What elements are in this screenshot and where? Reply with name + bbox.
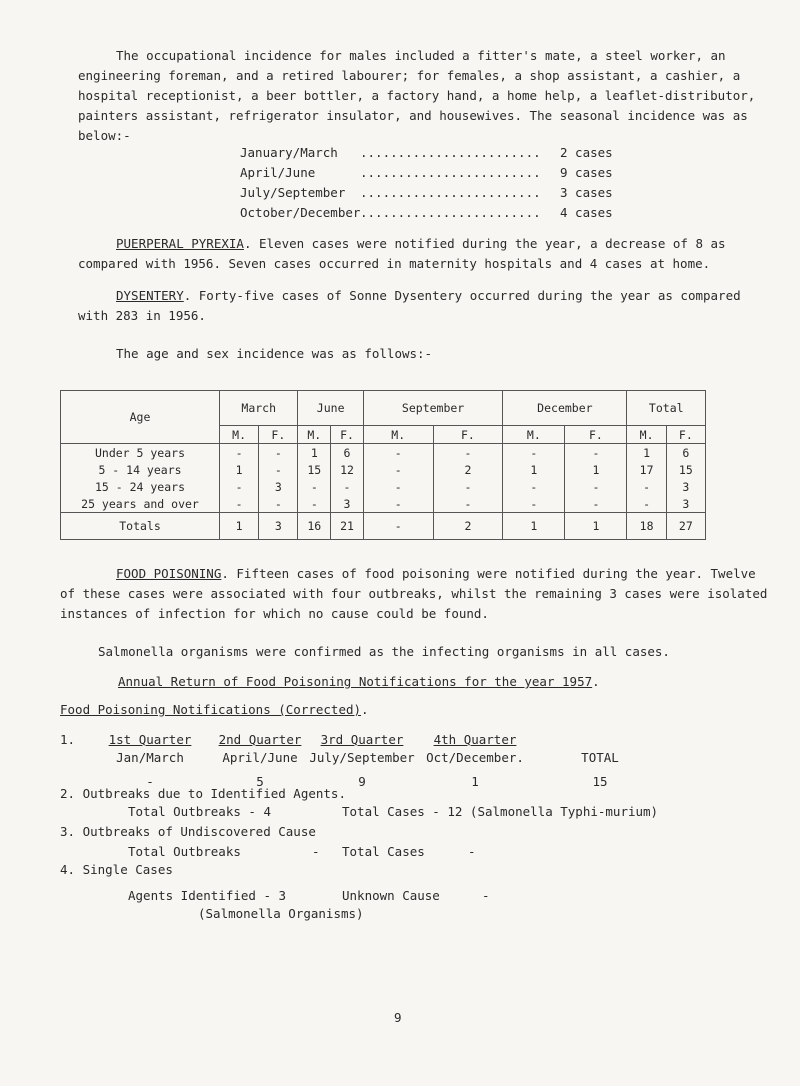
table-row (61, 444, 706, 462)
table-cell: - (331, 478, 364, 495)
age-group-label: 25 years and over (61, 495, 220, 513)
quarter-months: July/September (309, 750, 415, 765)
seasonal-value: 9 cases (560, 165, 613, 180)
section-3-dash: - (468, 844, 476, 859)
table-cell: - (259, 461, 298, 478)
table-cell: - (627, 495, 666, 513)
table-cell: 1 (298, 444, 331, 462)
table-cell: - (627, 478, 666, 495)
food-paragraph (60, 564, 770, 624)
table-cell: 3 (331, 495, 364, 513)
leader-dots: ........................ (360, 185, 541, 200)
table-cell: 3 (259, 478, 298, 495)
section-4-dash: - (482, 888, 490, 903)
section-2-heading: 2. Outbreaks due to Identified Agents. (60, 786, 346, 801)
table-cell: - (503, 495, 565, 513)
age-intro: The age and sex incidence was as follows:- (116, 346, 433, 361)
table-cell: - (298, 478, 331, 495)
sex-header: F. (433, 426, 503, 444)
section-4-agents: Agents Identified - 3 (128, 888, 287, 903)
leader-dots: ........................ (360, 205, 541, 220)
table-cell: 1 (503, 513, 565, 540)
section-2-cases: Total Cases - 12 (Salmonella Typhi-murium) (342, 804, 659, 819)
table-cell: 18 (627, 513, 666, 540)
quarter-label: 3rd Quarter (320, 732, 404, 747)
table-cell: - (433, 444, 503, 462)
section-1-number: 1. (60, 732, 76, 747)
quarter-value: 1 (471, 774, 479, 789)
page-number: 9 (394, 1010, 402, 1025)
puerperal-heading: PUERPERAL PYREXIA (116, 236, 244, 251)
puerperal-text: . Eleven cases were notified during the year, a decrease of 8 as compared with 1956. Seven cases occurred in maternity hospitals and 4 cases at home. (78, 236, 726, 271)
quarter-months: Jan/March (116, 750, 184, 765)
section-3-cases: Total Cases (342, 844, 425, 859)
table-header-row (61, 391, 706, 426)
seasonal-row (240, 165, 620, 185)
age-sex-table (60, 390, 706, 540)
sex-header: M. (220, 426, 259, 444)
quarter-label: 2nd Quarter (218, 732, 302, 747)
section-3-dash: - (312, 844, 320, 859)
puerperal-paragraph (78, 234, 768, 274)
seasonal-value: 3 cases (560, 185, 613, 200)
table-cell: 1 (565, 513, 627, 540)
period-header: September (363, 391, 502, 426)
section-3-outbreaks: Total Outbreaks (128, 844, 241, 859)
section-2-outbreaks: Total Outbreaks - 4 (128, 804, 271, 819)
table-cell: - (503, 444, 565, 462)
table-cell: - (433, 495, 503, 513)
section-4-heading: 4. Single Cases (60, 862, 173, 877)
sex-header: M. (298, 426, 331, 444)
seasonal-period: January/March (240, 145, 338, 160)
table-cell: 15 (298, 461, 331, 478)
table-cell: - (363, 461, 433, 478)
quarter-label: 1st Quarter (108, 732, 192, 747)
dysentery-heading: DYSENTERY (116, 288, 184, 303)
sex-header: M. (363, 426, 433, 444)
table-cell: 16 (298, 513, 331, 540)
table-cell: - (220, 444, 259, 462)
table-cell: 3 (666, 495, 705, 513)
table-cell: 2 (433, 461, 503, 478)
table-cell: 27 (666, 513, 705, 540)
seasonal-period: July/September (240, 185, 346, 200)
seasonal-value: 2 cases (560, 145, 613, 160)
period-header: Total (627, 391, 706, 426)
quarter-months: April/June (222, 750, 298, 765)
quarter-value: 5 (256, 774, 264, 789)
sex-header: F. (666, 426, 705, 444)
quarter-value: 9 (358, 774, 366, 789)
age-group-label: 5 - 14 years (61, 461, 220, 478)
salmonella-text: Salmonella organisms were confirmed as the infecting organisms in all cases. (98, 644, 670, 659)
table-cell: - (259, 444, 298, 462)
sex-header: F. (259, 426, 298, 444)
table-cell: 6 (666, 444, 705, 462)
annual-heading: Annual Return of Food Poisoning Notifications for the year 1957. (118, 674, 600, 689)
sex-header: F. (331, 426, 364, 444)
table-cell: - (220, 495, 259, 513)
table-cell: - (363, 513, 433, 540)
leader-dots: ........................ (360, 165, 541, 180)
table-totals-row (61, 513, 706, 540)
table-row (61, 495, 706, 513)
food-heading: FOOD POISONING (116, 566, 222, 581)
corrected-heading: Food Poisoning Notifications (Corrected). (60, 702, 369, 717)
quarter-value: - (146, 774, 154, 789)
dysentery-text: . Forty-five cases of Sonne Dysentery occurred during the year as compared with 283 in 1956. (78, 288, 741, 323)
section-3-heading: 3. Outbreaks of Undiscovered Cause (60, 824, 316, 839)
table-cell: - (363, 444, 433, 462)
age-header: Age (61, 391, 220, 444)
period-header: March (220, 391, 298, 426)
table-cell: 21 (331, 513, 364, 540)
totals-label: Totals (61, 513, 220, 540)
table-cell: 6 (331, 444, 364, 462)
table-cell: 3 (259, 513, 298, 540)
food-text: . Fifteen cases of food poisoning were notified during the year. Twelve of these cases were associated with four outbreaks, whilst the remaining 3 cases were isolated instances of infection for which no cause could be found. (60, 566, 768, 621)
table-cell: 1 (627, 444, 666, 462)
sex-header: F. (565, 426, 627, 444)
table-cell: - (220, 478, 259, 495)
intro-paragraph: The occupational incidence for males included a fitter's mate, a steel worker, an engineering foreman, and a retired labourer; for females, a shop assistant, a cashier, a hospital receptionist, a beer bottler, a factory hand, a home help, a leaflet-distributor, painters assistant, refrigerator insulator, and housewives. The seasonal incidence was as below:- (78, 48, 756, 143)
table-cell: - (565, 444, 627, 462)
table-cell: - (433, 478, 503, 495)
table-cell: - (259, 495, 298, 513)
table-cell: 12 (331, 461, 364, 478)
table-row (61, 478, 706, 495)
table-body (61, 444, 706, 513)
total-value: 15 (592, 774, 608, 789)
total-label: TOTAL (581, 750, 619, 765)
quarter-total-column (550, 732, 650, 789)
dysentery-paragraph (78, 286, 768, 326)
period-header: December (503, 391, 627, 426)
table-cell: 1 (220, 461, 259, 478)
table-cell: 1 (220, 513, 259, 540)
age-group-label: 15 - 24 years (61, 478, 220, 495)
table-cell: - (363, 478, 433, 495)
table-cell: - (565, 495, 627, 513)
table-cell: - (503, 478, 565, 495)
table-cell: - (363, 495, 433, 513)
table-cell: 1 (565, 461, 627, 478)
quarter-months: Oct/December. (426, 750, 524, 765)
table-cell: 3 (666, 478, 705, 495)
sex-header: M. (627, 426, 666, 444)
table-cell: 2 (433, 513, 503, 540)
table-cell: 15 (666, 461, 705, 478)
seasonal-period: April/June (240, 165, 316, 180)
quarter-column (410, 732, 540, 789)
seasonal-row (240, 185, 620, 205)
sex-header: M. (503, 426, 565, 444)
age-group-label: Under 5 years (61, 444, 220, 462)
period-header: June (298, 391, 363, 426)
section-4-unknown: Unknown Cause (342, 888, 440, 903)
quarter-column (90, 732, 210, 789)
seasonal-row (240, 205, 620, 225)
seasonal-period: October/December (240, 205, 361, 220)
leader-dots: ........................ (360, 145, 541, 160)
seasonal-row (240, 145, 620, 165)
table-cell: 1 (503, 461, 565, 478)
table-cell: - (565, 478, 627, 495)
seasonal-value: 4 cases (560, 205, 613, 220)
table-row (61, 461, 706, 478)
table-cell: 17 (627, 461, 666, 478)
section-4-note: (Salmonella Organisms) (198, 906, 364, 921)
quarter-label: 4th Quarter (433, 732, 517, 747)
table-cell: - (298, 495, 331, 513)
